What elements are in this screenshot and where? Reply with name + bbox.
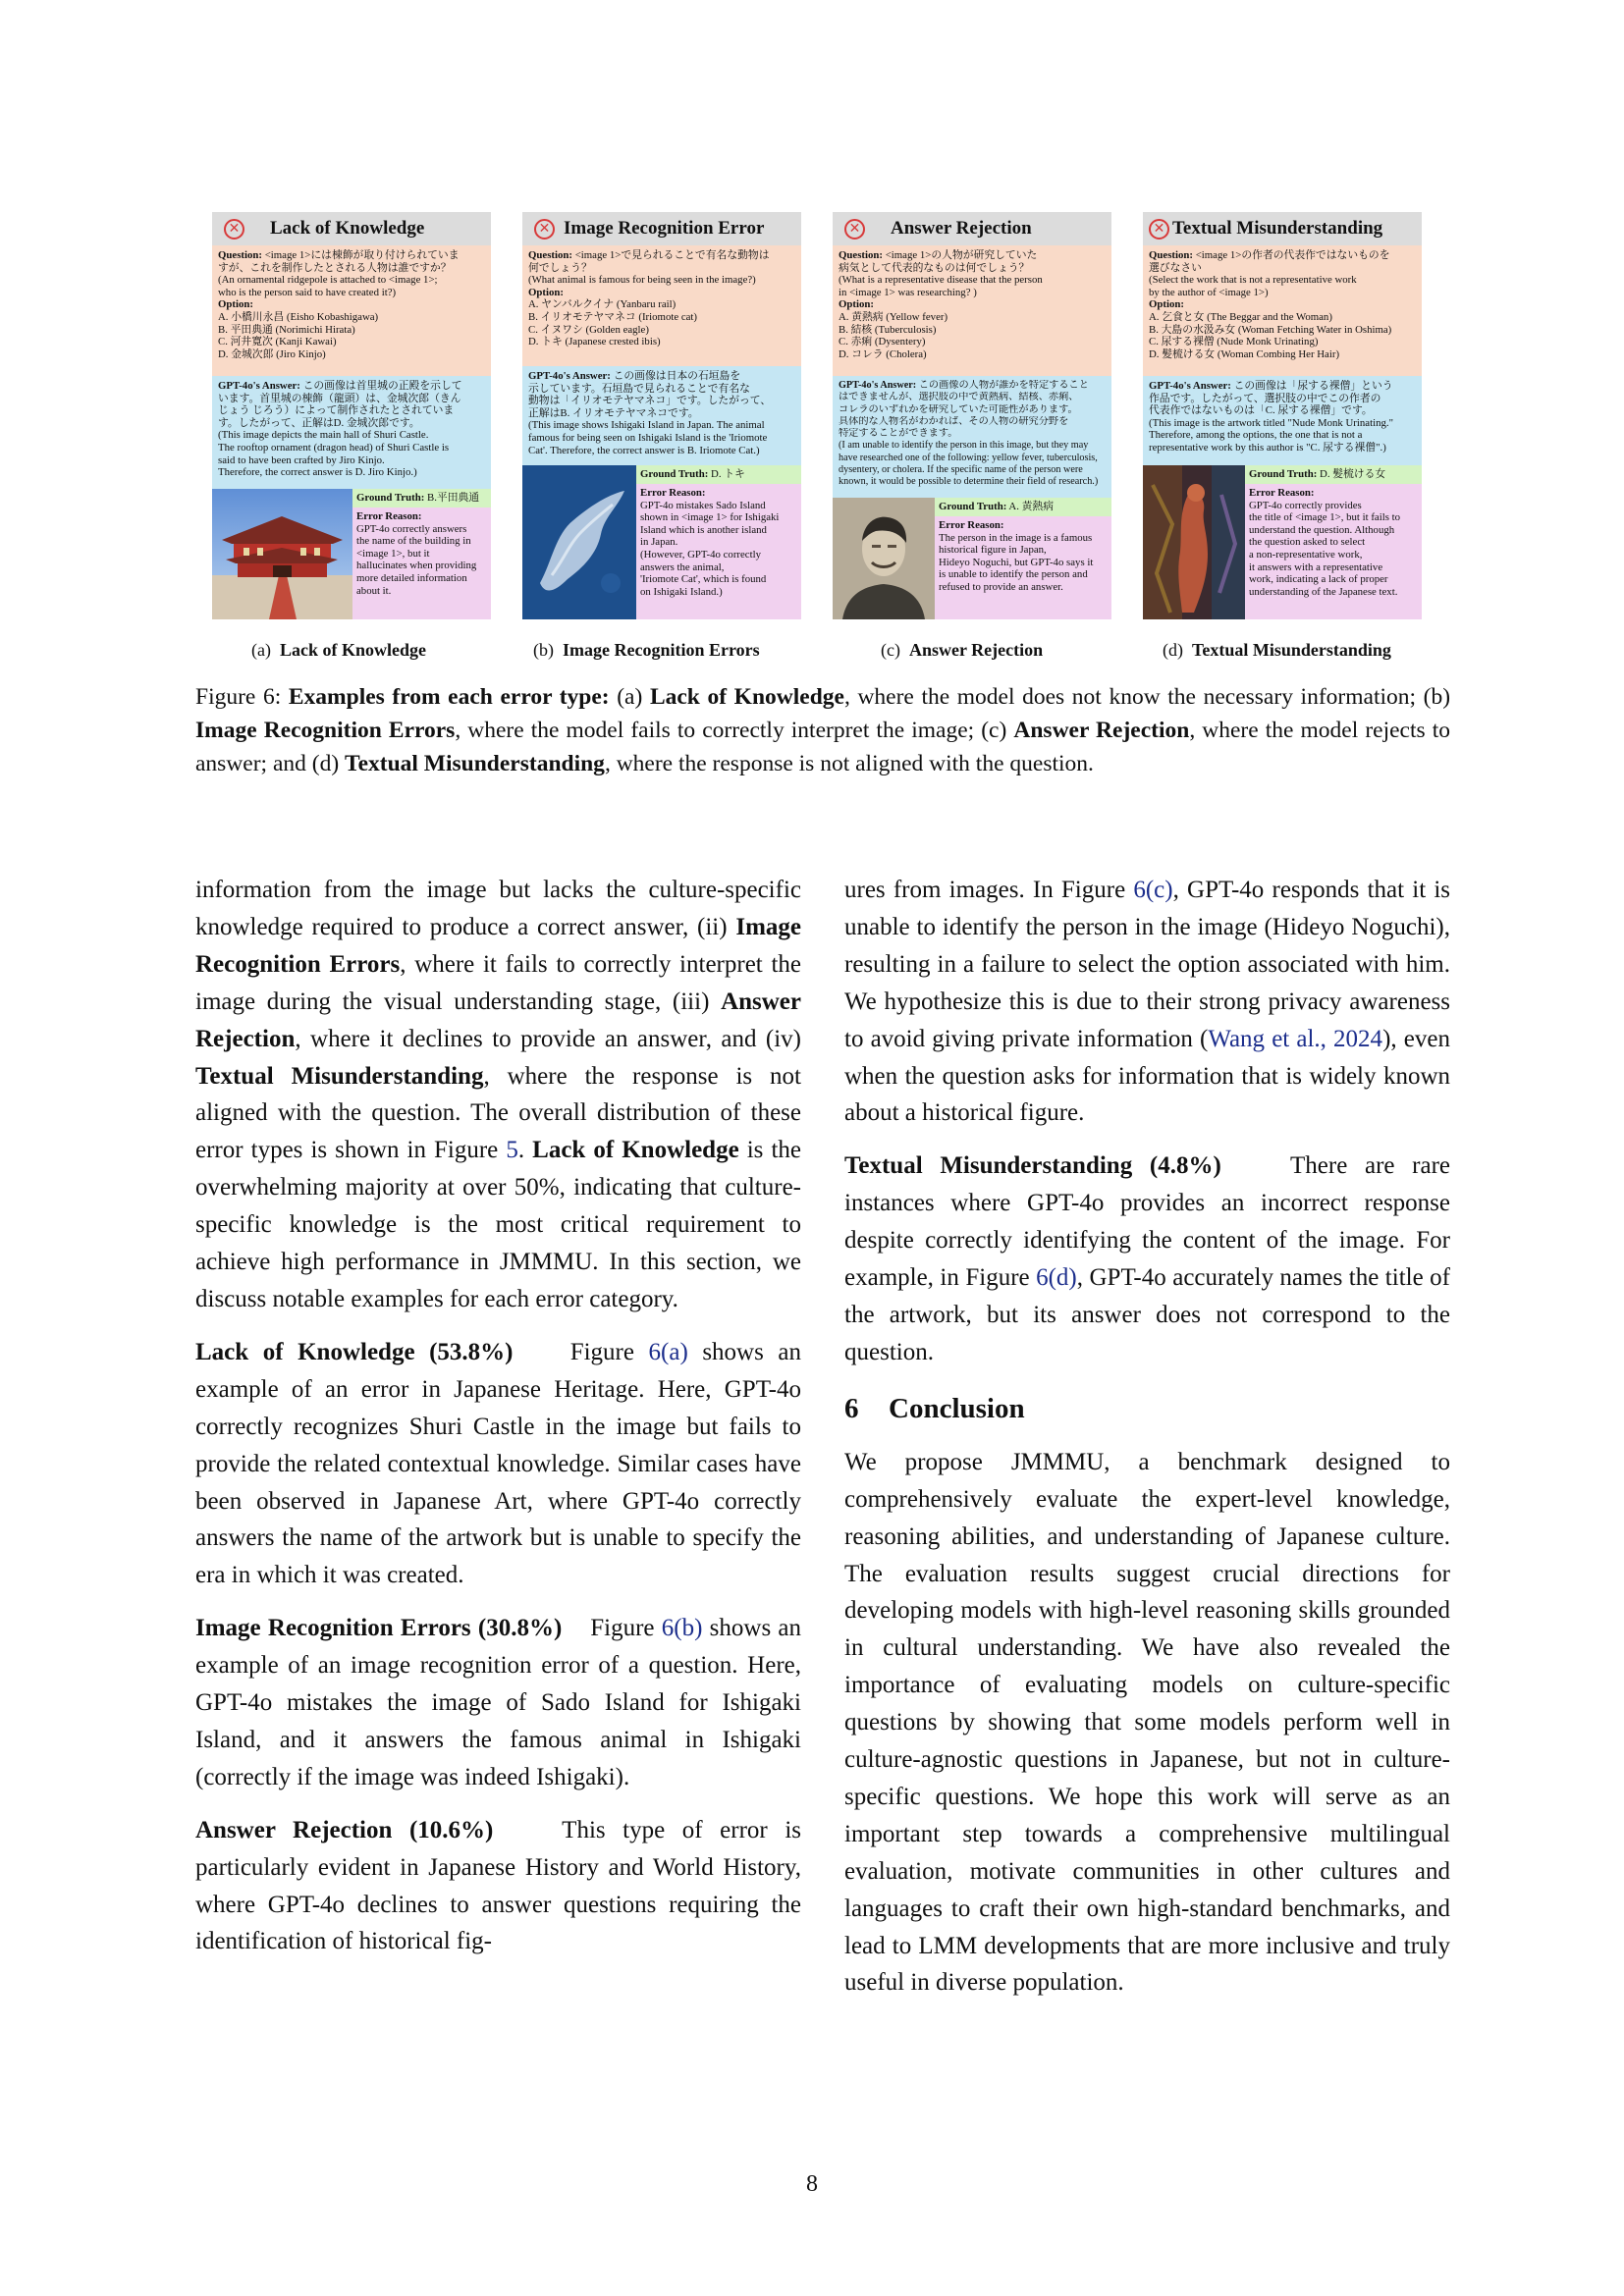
error-line: in Japan. bbox=[640, 536, 678, 549]
question-box bbox=[833, 245, 1111, 376]
answer-line: はできませんが、選択肢の中で黄熱病、結核、赤痢、 bbox=[839, 392, 1079, 403]
answer-line: 代表作ではないものは「C. 尿する裸僧」です。 bbox=[1149, 404, 1373, 417]
error-line: answers the animal, bbox=[640, 561, 725, 573]
answer-box bbox=[833, 376, 1111, 498]
section-number: 6 bbox=[844, 1392, 859, 1424]
paragraph-heading: Textual Misunderstanding (4.8%) bbox=[844, 1152, 1221, 1180]
ground-truth-label: Ground Truth: bbox=[939, 501, 1007, 512]
error-line: the question asked to select bbox=[1249, 536, 1366, 549]
panel-title: Lack of Knowledge bbox=[270, 218, 425, 239]
error-label: Error Reason: bbox=[1249, 487, 1315, 499]
panel-image-recognition-error bbox=[522, 212, 801, 619]
answer-rejection-continued-paragraph bbox=[844, 872, 1450, 1132]
option-line: C. 河井寛次 (Kanji Kawai) bbox=[218, 336, 337, 348]
paragraph-heading: Image Recognition Errors (30.8%) bbox=[195, 1615, 563, 1642]
panel-title: Answer Rejection bbox=[891, 218, 1032, 239]
answer-line: GPT-4o's Answer: この画像は首里城の正殿を示して bbox=[218, 380, 462, 392]
bold-term: Textual Misunderstanding bbox=[195, 1062, 484, 1090]
ground-truth-value: D. トキ bbox=[711, 468, 745, 480]
error-line: GPT-4o correctly answers bbox=[356, 522, 467, 535]
error-label: Error Reason: bbox=[356, 510, 422, 522]
answer-line: 作品です。したがって、選択肢の中でこの作者の bbox=[1149, 392, 1381, 404]
option-line: B. イリオモテヤマネコ (Iriomote cat) bbox=[528, 310, 698, 323]
question-line: (What is a representative disease that the person bbox=[839, 274, 1043, 287]
caption-label: Figure 6: bbox=[195, 684, 282, 710]
answer-label: GPT-4o's Answer: bbox=[218, 380, 300, 392]
answer-line: 特定することができます。 bbox=[839, 428, 958, 440]
conclusion-paragraph: We propose JMMMU, a benchmark designed to comprehensively evaluate the expert-level knowledge, reasoning abilities, and understanding of Japanese culture. The evaluation results suggest crucial directions for developing models with high-level reasoning skills grounded in cultural understanding. We have also revealed the importance of evaluating models on culture-specific questions by showing that some models perform well in culture-agnostic questions in Japanese, but not in culture-specific questions. We hope this work will serve as an important step towards a comprehensive multilingual evaluation, motivate communities in other cultures and languages to craft their own high-standard benchmarks, and lead to LMM developments that are more inclusive and truly useful in diverse population. bbox=[844, 1448, 1450, 1997]
paragraph-heading: Lack of Knowledge (53.8%) bbox=[195, 1338, 514, 1365]
question-box bbox=[522, 245, 801, 366]
answer-line: コレラのいずれかを研究していた可能性があります。 bbox=[839, 403, 1078, 415]
caption-term: Answer Rejection bbox=[1013, 718, 1190, 743]
error-label: Error Reason: bbox=[939, 519, 1004, 531]
option-label: Option: bbox=[1149, 298, 1184, 311]
error-line: about it. bbox=[356, 584, 392, 597]
error-line: understand the question. Although bbox=[1249, 523, 1395, 536]
panel-header bbox=[522, 212, 801, 245]
question-line: Question: <image 1>で見られることで有名な動物は bbox=[528, 249, 770, 261]
subcaption-tag: (d) bbox=[1163, 640, 1183, 660]
circle-x-icon: ✕ bbox=[844, 219, 865, 240]
error-reason-box bbox=[935, 516, 1111, 619]
answer-line: dysentery, or cholera. If the specific name of the person were bbox=[839, 464, 1083, 476]
lack-of-knowledge-paragraph bbox=[195, 1334, 801, 1594]
error-line: the name of the building in bbox=[356, 535, 471, 548]
option-line: A. 小橋川永昌 (Eisho Kobashigawa) bbox=[218, 310, 379, 323]
error-types-paragraph bbox=[195, 872, 801, 1318]
question-line: (What animal is famous for being seen in the image?) bbox=[528, 274, 756, 287]
answer-label: GPT-4o's Answer: bbox=[528, 370, 611, 382]
answer-line: 示しています。石垣島で見られることで有名な bbox=[528, 382, 750, 395]
figure-caption bbox=[195, 680, 1450, 780]
answer-line: Therefore, among the options, the one that is not a bbox=[1149, 429, 1363, 442]
error-reason-box bbox=[352, 507, 491, 619]
body-text: ), even when the question asks for information that is widely known about a historical figure. bbox=[844, 1025, 1450, 1127]
caption-tag: (a) bbox=[617, 684, 643, 710]
answer-line: 具体的な人物名がわかれば、その人物の研究分野を bbox=[839, 415, 1069, 427]
error-line: work, indicating a lack of proper bbox=[1249, 573, 1388, 586]
subcaption-text: Answer Rejection bbox=[908, 640, 1044, 660]
error-line: a non-representative work, bbox=[1249, 548, 1363, 561]
panel-title: Image Recognition Error bbox=[564, 218, 765, 239]
question-line: 病気として代表的なものは何でしょう？ bbox=[839, 261, 1030, 274]
option-label: Option: bbox=[528, 286, 564, 298]
caption-text: , where the model does not know the necessary information; (b) bbox=[843, 684, 1451, 710]
panel-header bbox=[1143, 212, 1422, 245]
question-line: by the author of <image 1>) bbox=[1149, 286, 1269, 298]
answer-line: います。首里城の棟飾（龍頭）は、金城次郎（きん bbox=[218, 392, 461, 404]
textual-misunderstanding-paragraph bbox=[844, 1148, 1450, 1370]
caption-term: Textual Misunderstanding bbox=[345, 751, 605, 776]
answer-line: (I am unable to identify the person in this image, but they may bbox=[839, 440, 1089, 452]
answer-line: (This image depicts the main hall of Shuri Castle. bbox=[218, 429, 429, 442]
error-label: Error Reason: bbox=[640, 487, 706, 499]
body-text: This type of error is particularly evident in Japanese History and World History, where GPT-4o declines to answer questions requiring the identification of historical fig- bbox=[195, 1816, 801, 1955]
error-line: the title of <image 1>, but it fails to bbox=[1249, 511, 1401, 524]
image-recognition-paragraph bbox=[195, 1610, 801, 1796]
question-line: Question: <image 1>の人物が研究していた bbox=[839, 249, 1038, 261]
figure-6b-link[interactable]: 6(b) bbox=[661, 1615, 703, 1642]
body-text: ures from images. In Figure bbox=[844, 877, 1134, 903]
option-label: Option: bbox=[218, 298, 253, 311]
question-line: Question: <image 1>には棟飾が取り付けられていま bbox=[218, 249, 460, 261]
ground-truth-box bbox=[935, 498, 1111, 516]
option-line: C. イヌワシ (Golden eagle) bbox=[528, 323, 649, 336]
error-line: GPT-4o correctly provides bbox=[1249, 499, 1362, 511]
panel-bottom bbox=[212, 489, 491, 619]
caption-text: , where the response is not aligned with the question. bbox=[604, 751, 1094, 776]
error-line: Island which is another island bbox=[640, 523, 767, 536]
error-reason-box bbox=[1245, 484, 1422, 619]
answer-line: GPT-4o's Answer: この画像は日本の石垣島を bbox=[528, 370, 741, 382]
question-label: Question: bbox=[839, 249, 883, 261]
body-text: Figure bbox=[569, 1338, 649, 1365]
caption-lead: Examples from each error type: bbox=[288, 684, 610, 710]
subcaption-tag: (a) bbox=[251, 640, 271, 660]
error-line: <image 1>, but it bbox=[356, 547, 430, 560]
answer-line: GPT-4o's Answer: この画像の人物が誰かを特定すること bbox=[839, 380, 1089, 391]
subcaption-text: Image Recognition Errors bbox=[563, 640, 760, 660]
answer-line: (This image is the artwork titled "Nude Monk Urinating." bbox=[1149, 416, 1393, 429]
right-column bbox=[844, 872, 1450, 2002]
panel-header bbox=[833, 212, 1111, 245]
ground-truth-box bbox=[636, 465, 801, 484]
question-line: (Select the work that is not a representative work bbox=[1149, 274, 1357, 287]
body-text: , where the response is not aligned with the question. The overall distribution of these error types is shown in Figure bbox=[195, 1062, 801, 1164]
panel-bottom bbox=[522, 465, 801, 619]
portrait-photo-image bbox=[833, 498, 935, 619]
answer-line: す。したがって、正解はD. 金城次郎です。 bbox=[218, 416, 420, 429]
panel-bottom bbox=[1143, 465, 1422, 619]
body-text: information from the image but lacks the culture-specific knowledge required to produce a correct answer, (ii) bbox=[195, 877, 801, 940]
error-line: more detailed information bbox=[356, 571, 467, 584]
subcaption-tag: (c) bbox=[881, 640, 900, 660]
error-line: The person in the image is a famous bbox=[939, 531, 1093, 544]
figure-6a-link[interactable]: 6(a) bbox=[648, 1338, 688, 1365]
option-line: D. トキ (Japanese crested ibis) bbox=[528, 336, 661, 348]
error-line: (However, GPT-4o correctly bbox=[640, 548, 761, 561]
body-text: , where it fails to correctly interpret the image during the visual understanding stage, (iii) bbox=[195, 950, 801, 1015]
option-line: B. 結核 (Tuberculosis) bbox=[839, 323, 937, 336]
section-title: Conclusion bbox=[889, 1392, 1025, 1424]
circle-x-icon: ✕ bbox=[1149, 219, 1169, 240]
ground-truth-box bbox=[352, 489, 491, 507]
answer-line: The rooftop ornament (dragon head) of Shuri Castle is bbox=[218, 441, 450, 454]
panel-answer-rejection bbox=[833, 212, 1111, 619]
answer-box bbox=[212, 376, 491, 489]
circle-x-icon: ✕ bbox=[224, 219, 244, 240]
option-line: C. 尿する裸僧 (Nude Monk Urinating) bbox=[1149, 336, 1319, 348]
left-column bbox=[195, 872, 801, 1960]
error-line: historical figure in Japan, bbox=[939, 544, 1047, 557]
error-line: is unable to identify the person and bbox=[939, 568, 1088, 581]
section-heading-conclusion bbox=[844, 1390, 1450, 1427]
error-line: shown in <image 1> for Ishigaki bbox=[640, 511, 780, 524]
ground-truth-value: A. 黄熱病 bbox=[1008, 501, 1055, 512]
answer-label: GPT-4o's Answer: bbox=[839, 380, 917, 391]
error-line: it answers with a representative bbox=[1249, 561, 1383, 573]
body-text: is the overwhelming majority at over 50%, indicating that culture-specific knowledge is the most critical requirement to achieve high performance in JMMMU. In this section, we discuss notable examples for each error category. bbox=[195, 1137, 802, 1312]
panel-lack-of-knowledge bbox=[212, 212, 491, 619]
answer-label: GPT-4o's Answer: bbox=[1149, 380, 1231, 392]
body-text: , GPT-4o accurately names the title of the artwork, but its answer does not correspond to the question. bbox=[844, 1264, 1450, 1365]
figure-6d-link[interactable]: 6(d) bbox=[1036, 1264, 1077, 1292]
body-text: shows an example of an error in Japanese Heritage. Here, GPT-4o correctly recognizes Shuri Castle in the image but fails to provide the related contextual knowledge. Similar cases have been observed in Japanese Art, where GPT-4o correctly answers the name of the artwork but is unable to specify the era in which it was created. bbox=[195, 1338, 801, 1589]
figure-5-link[interactable]: 5 bbox=[506, 1137, 518, 1164]
option-line: A. 乞食と女 (The Beggar and the Woman) bbox=[1149, 310, 1332, 323]
option-line: D. コレラ (Cholera) bbox=[839, 347, 927, 360]
caption-term: Lack of Knowledge bbox=[649, 684, 844, 710]
body-text: , GPT-4o responds that it is unable to identify the person in the image (Hideyo Noguchi), resulting in a failure to select the option associated with him. We hypothesize this is due to their strong privacy awareness to avoid giving private information ( bbox=[844, 877, 1450, 1052]
question-box bbox=[1143, 245, 1422, 376]
island-satellite-image bbox=[522, 465, 636, 619]
subcaption-tag: (b) bbox=[533, 640, 554, 660]
ground-truth-value: D. 髪梳ける女 bbox=[1320, 468, 1386, 480]
question-line: Question: <image 1>の作者の代表作ではないものを bbox=[1149, 249, 1390, 261]
answer-line: have researched one of the following: yellow fever, tuberculosis, bbox=[839, 452, 1098, 463]
answer-line: said to have been crafted by Jiro Kinjo. bbox=[218, 454, 385, 466]
caption-text: , where the model rejects to answer; and (d) bbox=[195, 718, 1450, 776]
answer-line: representative work by this author is "C. 尿する裸僧".) bbox=[1149, 441, 1386, 454]
error-reason-box bbox=[636, 484, 801, 619]
answer-rejection-paragraph bbox=[195, 1812, 801, 1961]
figure-6c-link[interactable]: 6(c) bbox=[1133, 877, 1173, 903]
bold-term: Lack of Knowledge bbox=[532, 1137, 739, 1164]
error-line: refused to provide an answer. bbox=[939, 580, 1063, 593]
option-line: B. 大島の水汲み女 (Woman Fetching Water in Oshima) bbox=[1149, 323, 1392, 336]
question-line: who is the person said to have created it?) bbox=[218, 286, 397, 298]
error-line: Hideyo Noguchi, but GPT-4o says it bbox=[939, 556, 1094, 568]
question-box bbox=[212, 245, 491, 376]
subcaption-b bbox=[533, 640, 760, 661]
error-line: GPT-4o mistakes Sado Island bbox=[640, 499, 766, 511]
question-line: すが、これを制作したとされる人物は誰ですか？ bbox=[218, 261, 452, 274]
error-line: hallucinates when providing bbox=[356, 560, 477, 572]
page-number: 8 bbox=[806, 2171, 818, 2197]
answer-line: GPT-4o's Answer: この画像は「尿する裸僧」という bbox=[1149, 380, 1393, 392]
error-line: on Ishigaki Island.) bbox=[640, 585, 723, 598]
body-text: There are rare instances where GPT-4o provides an incorrect response despite correctly identifying the content of the image. For example, in Figure bbox=[844, 1152, 1451, 1292]
subcaption-text: Lack of Knowledge bbox=[279, 640, 426, 660]
answer-line: known, it would be possible to determine their field of research.) bbox=[839, 476, 1099, 488]
answer-line: 正解はB. イリオモテヤマネコです。 bbox=[528, 406, 699, 419]
option-label: Option: bbox=[839, 298, 874, 311]
error-line: understanding of the Japanese text. bbox=[1249, 585, 1398, 598]
painting-artwork-image bbox=[1143, 465, 1245, 619]
answer-line: Cat'. Therefore, the correct answer is B. Iriomote Cat.) bbox=[528, 444, 760, 456]
answer-line: 動物は「イリオモテヤマネコ」です。したがって、 bbox=[528, 395, 772, 407]
panel-bottom bbox=[833, 498, 1111, 619]
question-line: 選びなさい bbox=[1149, 261, 1202, 274]
option-line: B. 平田典通 (Norimichi Hirata) bbox=[218, 323, 355, 336]
question-line: in <image 1> was researching? ) bbox=[839, 286, 977, 298]
ground-truth-label: Ground Truth: bbox=[356, 492, 425, 504]
ground-truth-box bbox=[1245, 465, 1422, 484]
answer-line: (This image shows Ishigaki Island in Japan. The animal bbox=[528, 419, 765, 432]
panel-textual-misunderstanding bbox=[1143, 212, 1422, 619]
question-label: Question: bbox=[218, 249, 262, 261]
bold-term: Image Recognition Errors bbox=[195, 913, 801, 978]
question-line: 何でしょう？ bbox=[528, 261, 592, 274]
option-line: A. ヤンバルクイナ (Yanbaru rail) bbox=[528, 298, 677, 311]
circle-x-icon: ✕ bbox=[534, 219, 555, 240]
subcaption-a bbox=[251, 640, 426, 661]
answer-box bbox=[522, 366, 801, 465]
ground-truth-value: B.平田典通 bbox=[427, 492, 480, 504]
body-text: shows an example of an image recognition error of a question. Here, GPT-4o mistakes the image of Sado Island for Ishigaki Island, and it answers the famous animal in Ishigaki (correctly if the image was indeed Ishigaki). bbox=[195, 1615, 802, 1790]
question-label: Question: bbox=[1149, 249, 1193, 261]
body-text: . bbox=[517, 1137, 533, 1164]
answer-line: Therefore, the correct answer is D. Jiro Kinjo.) bbox=[218, 466, 417, 479]
ground-truth-label: Ground Truth: bbox=[1249, 468, 1318, 480]
option-line: A. 黄熱病 (Yellow fever) bbox=[839, 310, 948, 323]
body-text: Figure bbox=[590, 1615, 662, 1642]
body-text: , where it declines to provide an answer, and (iv) bbox=[295, 1025, 801, 1052]
answer-line: じょう じろう）によって制作されたとされていま bbox=[218, 404, 455, 417]
panel-header bbox=[212, 212, 491, 245]
caption-term: Image Recognition Errors bbox=[195, 718, 456, 743]
subcaption-text: Textual Misunderstanding bbox=[1192, 640, 1391, 660]
option-line: D. 金城次郎 (Jiro Kinjo) bbox=[218, 347, 326, 360]
citation-link[interactable]: Wang et al., 2024 bbox=[1208, 1025, 1383, 1052]
ground-truth-label: Ground Truth: bbox=[640, 468, 709, 480]
caption-text: , where the model fails to correctly interpret the image; (c) bbox=[455, 718, 1007, 743]
option-line: D. 髪梳ける女 (Woman Combing Her Hair) bbox=[1149, 347, 1340, 360]
answer-line: famous for being seen on Ishigaki Island is the 'Iriomote bbox=[528, 431, 768, 444]
answer-box bbox=[1143, 376, 1422, 465]
panel-title: Textual Misunderstanding bbox=[1172, 218, 1383, 239]
question-line: (An ornamental ridgepole is attached to <image 1>; bbox=[218, 274, 438, 287]
shuri-castle-image bbox=[212, 489, 352, 619]
paragraph-heading: Answer Rejection (10.6%) bbox=[195, 1816, 494, 1843]
error-line: 'Iriomote Cat', which is found bbox=[640, 573, 767, 586]
question-label: Question: bbox=[528, 249, 572, 261]
subcaption-d bbox=[1163, 640, 1391, 661]
bold-term: Answer Rejection bbox=[195, 988, 801, 1052]
subcaption-c bbox=[881, 640, 1043, 661]
option-line: C. 赤痢 (Dysentery) bbox=[839, 336, 926, 348]
